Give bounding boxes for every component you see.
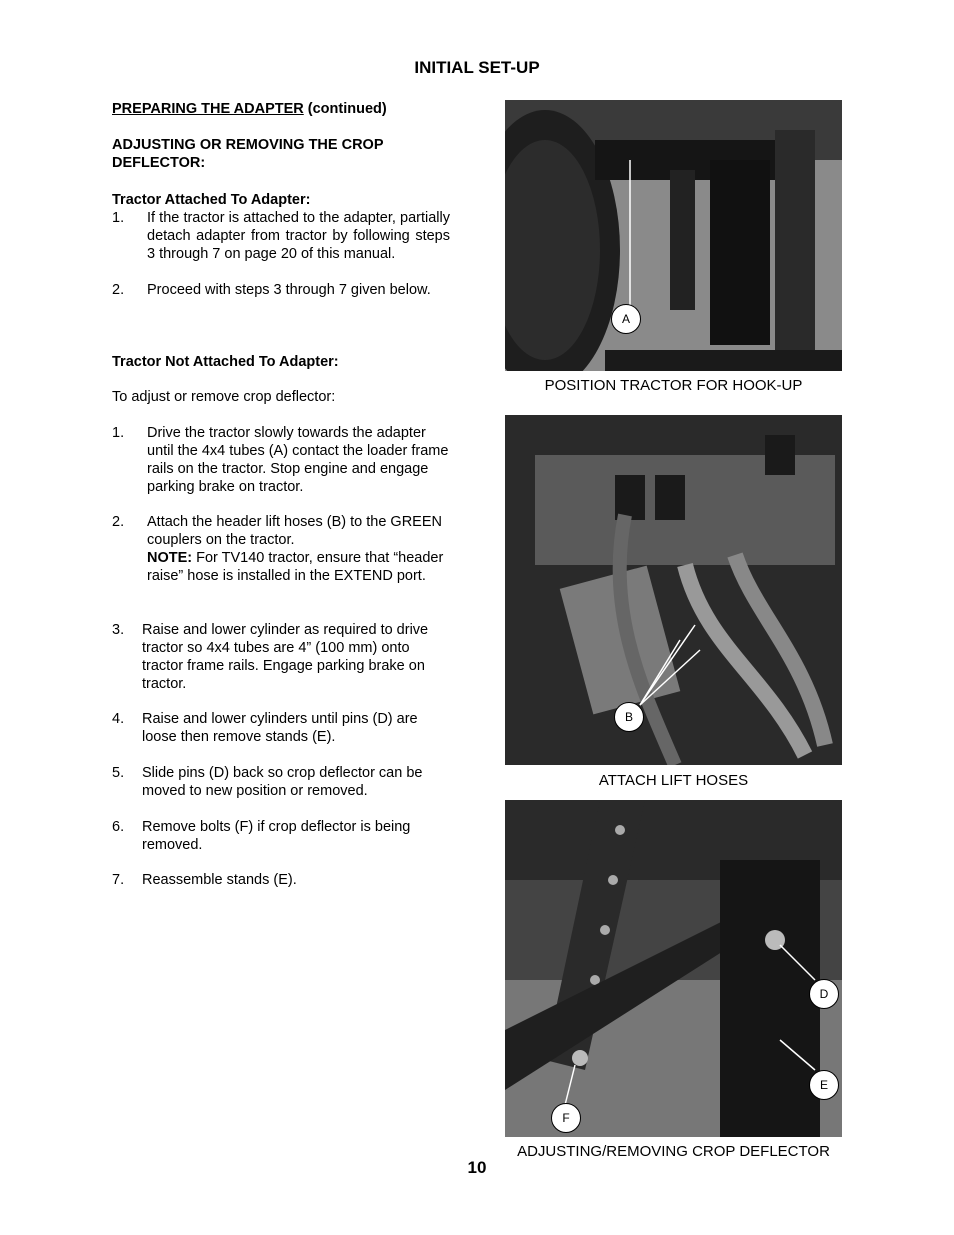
page-title: INITIAL SET-UP (414, 58, 540, 77)
step-number: 7. (112, 872, 125, 888)
section-title-suffix: (continued) (303, 101, 387, 117)
figure-caption: POSITION TRACTOR FOR HOOK-UP (544, 377, 803, 394)
step-number: 2. (112, 282, 125, 298)
callout-d: D (809, 979, 839, 1009)
step-number: 5. (112, 765, 125, 781)
callout-e: E (809, 1070, 839, 1100)
crop-deflector-photo (505, 800, 842, 1137)
callout-b: B (614, 702, 644, 732)
step-number: 4. (112, 711, 125, 727)
callout-f: F (551, 1103, 581, 1133)
step-number: 1. (112, 210, 125, 226)
callout-a: A (611, 304, 641, 334)
page-number: 10 (467, 1158, 487, 1177)
step-text: If the tractor is attached to the adapter, partially detach adapter from tractor by following steps 3 through 7 on page 20 of this manual. (147, 210, 450, 262)
list-item (112, 871, 450, 889)
subtitle-line-2: DEFLECTOR: (112, 155, 206, 171)
section-heading (112, 100, 450, 118)
step-number: 6. (112, 819, 125, 835)
step-number: 3. (112, 622, 125, 638)
note-text: For TV140 tractor, ensure that “header raise” hose is installed in the EXTEND port. (147, 550, 444, 584)
note-label: NOTE: (147, 550, 193, 566)
step-text: Attach the header lift hoses (B) to the GREEN couplers on the tractor. (147, 514, 442, 548)
step-text: Drive the tractor slowly towards the adapter until the 4x4 tubes (A) contact the loader frame rails on the tractor. Stop engine and engage parking brake on tractor. (147, 425, 449, 495)
not-attached-heading: Tractor Not Attached To Adapter: (112, 354, 339, 370)
figure-caption: ATTACH LIFT HOSES (598, 772, 749, 789)
list-item (112, 818, 450, 854)
step-text: Raise and lower cylinders until pins (D) are loose then remove stands (E). (142, 711, 418, 745)
step-text: Remove bolts (F) if crop deflector is being removed. (142, 819, 411, 853)
intro-text: To adjust or remove crop deflector: (112, 389, 336, 405)
step-text: Reassemble stands (E). (142, 872, 297, 888)
list-item (112, 764, 450, 800)
lift-hoses-photo (505, 415, 842, 765)
section-subtitle (112, 136, 450, 172)
step-number: 2. (112, 514, 125, 530)
step-text: Slide pins (D) back so crop deflector can be moved to new position or removed. (142, 765, 423, 799)
section-title: PREPARING THE ADAPTER (112, 101, 304, 117)
tractor-hookup-photo (505, 100, 842, 371)
list-item (112, 281, 450, 299)
list-item (112, 621, 450, 693)
step-text: Proceed with steps 3 through 7 given below. (147, 282, 431, 298)
step-text: Raise and lower cylinder as required to drive tractor so 4x4 tubes are 4” (100 mm) onto tractor frame rails. Engage parking brake on tractor. (142, 622, 429, 692)
subtitle-line-1: ADJUSTING OR REMOVING THE CROP (112, 137, 384, 153)
list-item (112, 710, 450, 746)
list-item (112, 513, 450, 585)
list-item (112, 424, 450, 496)
attached-heading: Tractor Attached To Adapter: (112, 192, 311, 208)
list-item (112, 209, 450, 263)
step-number: 1. (112, 425, 125, 441)
figure-caption: ADJUSTING/REMOVING CROP DEFLECTOR (517, 1143, 830, 1160)
